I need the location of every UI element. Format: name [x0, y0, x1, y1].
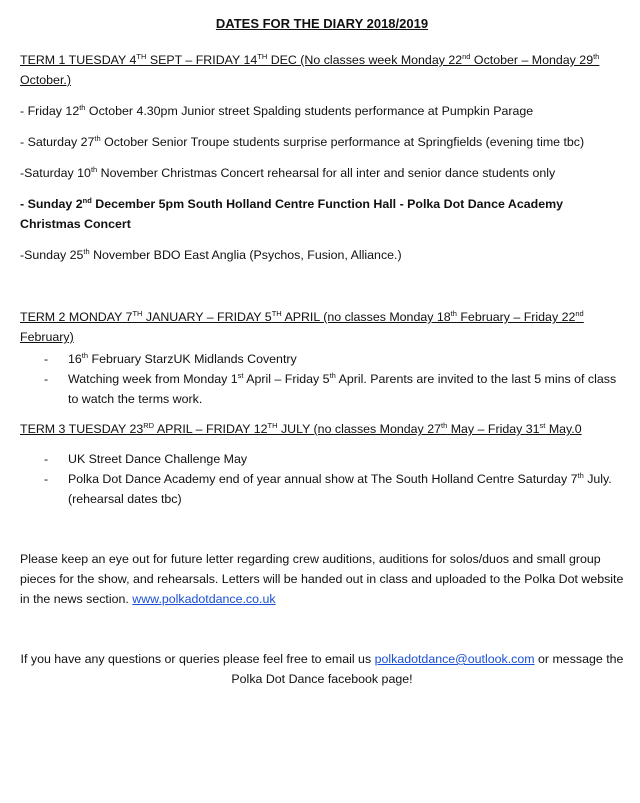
list-item: - Polka Dot Dance Academy end of year annual show at The South Holland Centre Saturday 7th July. (rehearsal dates tbc) [44, 471, 612, 506]
website-link[interactable]: www.polkadotdance.co.uk [132, 592, 276, 606]
term-1-item-pumpkin-parade: - Friday 12th October 4.30pm Junior street Spalding students performance at Pumpkin Parage [20, 103, 534, 118]
contact-paragraph: If you have any questions or queries please feel free to email us polkadotdance@outlook.com or message the Polka Dot Dance facebook page! [20, 652, 624, 686]
term-1-item-christmas-concert: - Sunday 2nd December 5pm South Holland Centre Function Hall - Polka Dot Dance Academy Christmas Concert [20, 196, 563, 231]
term-3-heading: TERM 3 TUESDAY 23RD APRIL – FRIDAY 12TH JULY (no classes Monday 27th May – Friday 31st May.0 [20, 421, 582, 436]
notice-paragraph: Please keep an eye out for future letter regarding crew auditions, auditions for solos/duos and small group pieces for the show, and rehearsals. Letters will be handed out in class and uploaded to the Polka Dot website in the news section. www.polkadotdance.co.uk [20, 552, 624, 606]
email-link[interactable]: polkadotdance@outlook.com [374, 652, 535, 666]
term-1-item-springfields: - Saturday 27th October Senior Troupe students surprise performance at Springfields (evening time tbc) [20, 134, 585, 149]
page-title: DATES FOR THE DIARY 2018/2019 [215, 16, 429, 31]
term-1-item-bdo: -Sunday 25th November BDO East Anglia (Psychos, Fusion, Alliance.) [20, 247, 402, 262]
term-2-heading: TERM 2 MONDAY 7TH JANUARY – FRIDAY 5TH APRIL (no classes Monday 18th February – Friday 22nd February) [20, 309, 584, 344]
term-2-list [20, 349, 624, 409]
term-1-item-rehearsal: -Saturday 10th November Christmas Concert rehearsal for all inter and senior dance students only [20, 165, 556, 180]
list-item: - UK Street Dance Challenge May [44, 452, 248, 466]
term-3-list [20, 449, 624, 509]
term-1-heading: TERM 1 TUESDAY 4TH SEPT – FRIDAY 14TH DEC (No classes week Monday 22nd October – Monday 29th October.) [20, 52, 600, 87]
list-item: - Watching week from Monday 1st April – Friday 5th April. Parents are invited to the last 5 mins of class to watch the terms work. [44, 371, 617, 406]
list-item: - 16th February StarzUK Midlands Coventry [44, 351, 297, 366]
